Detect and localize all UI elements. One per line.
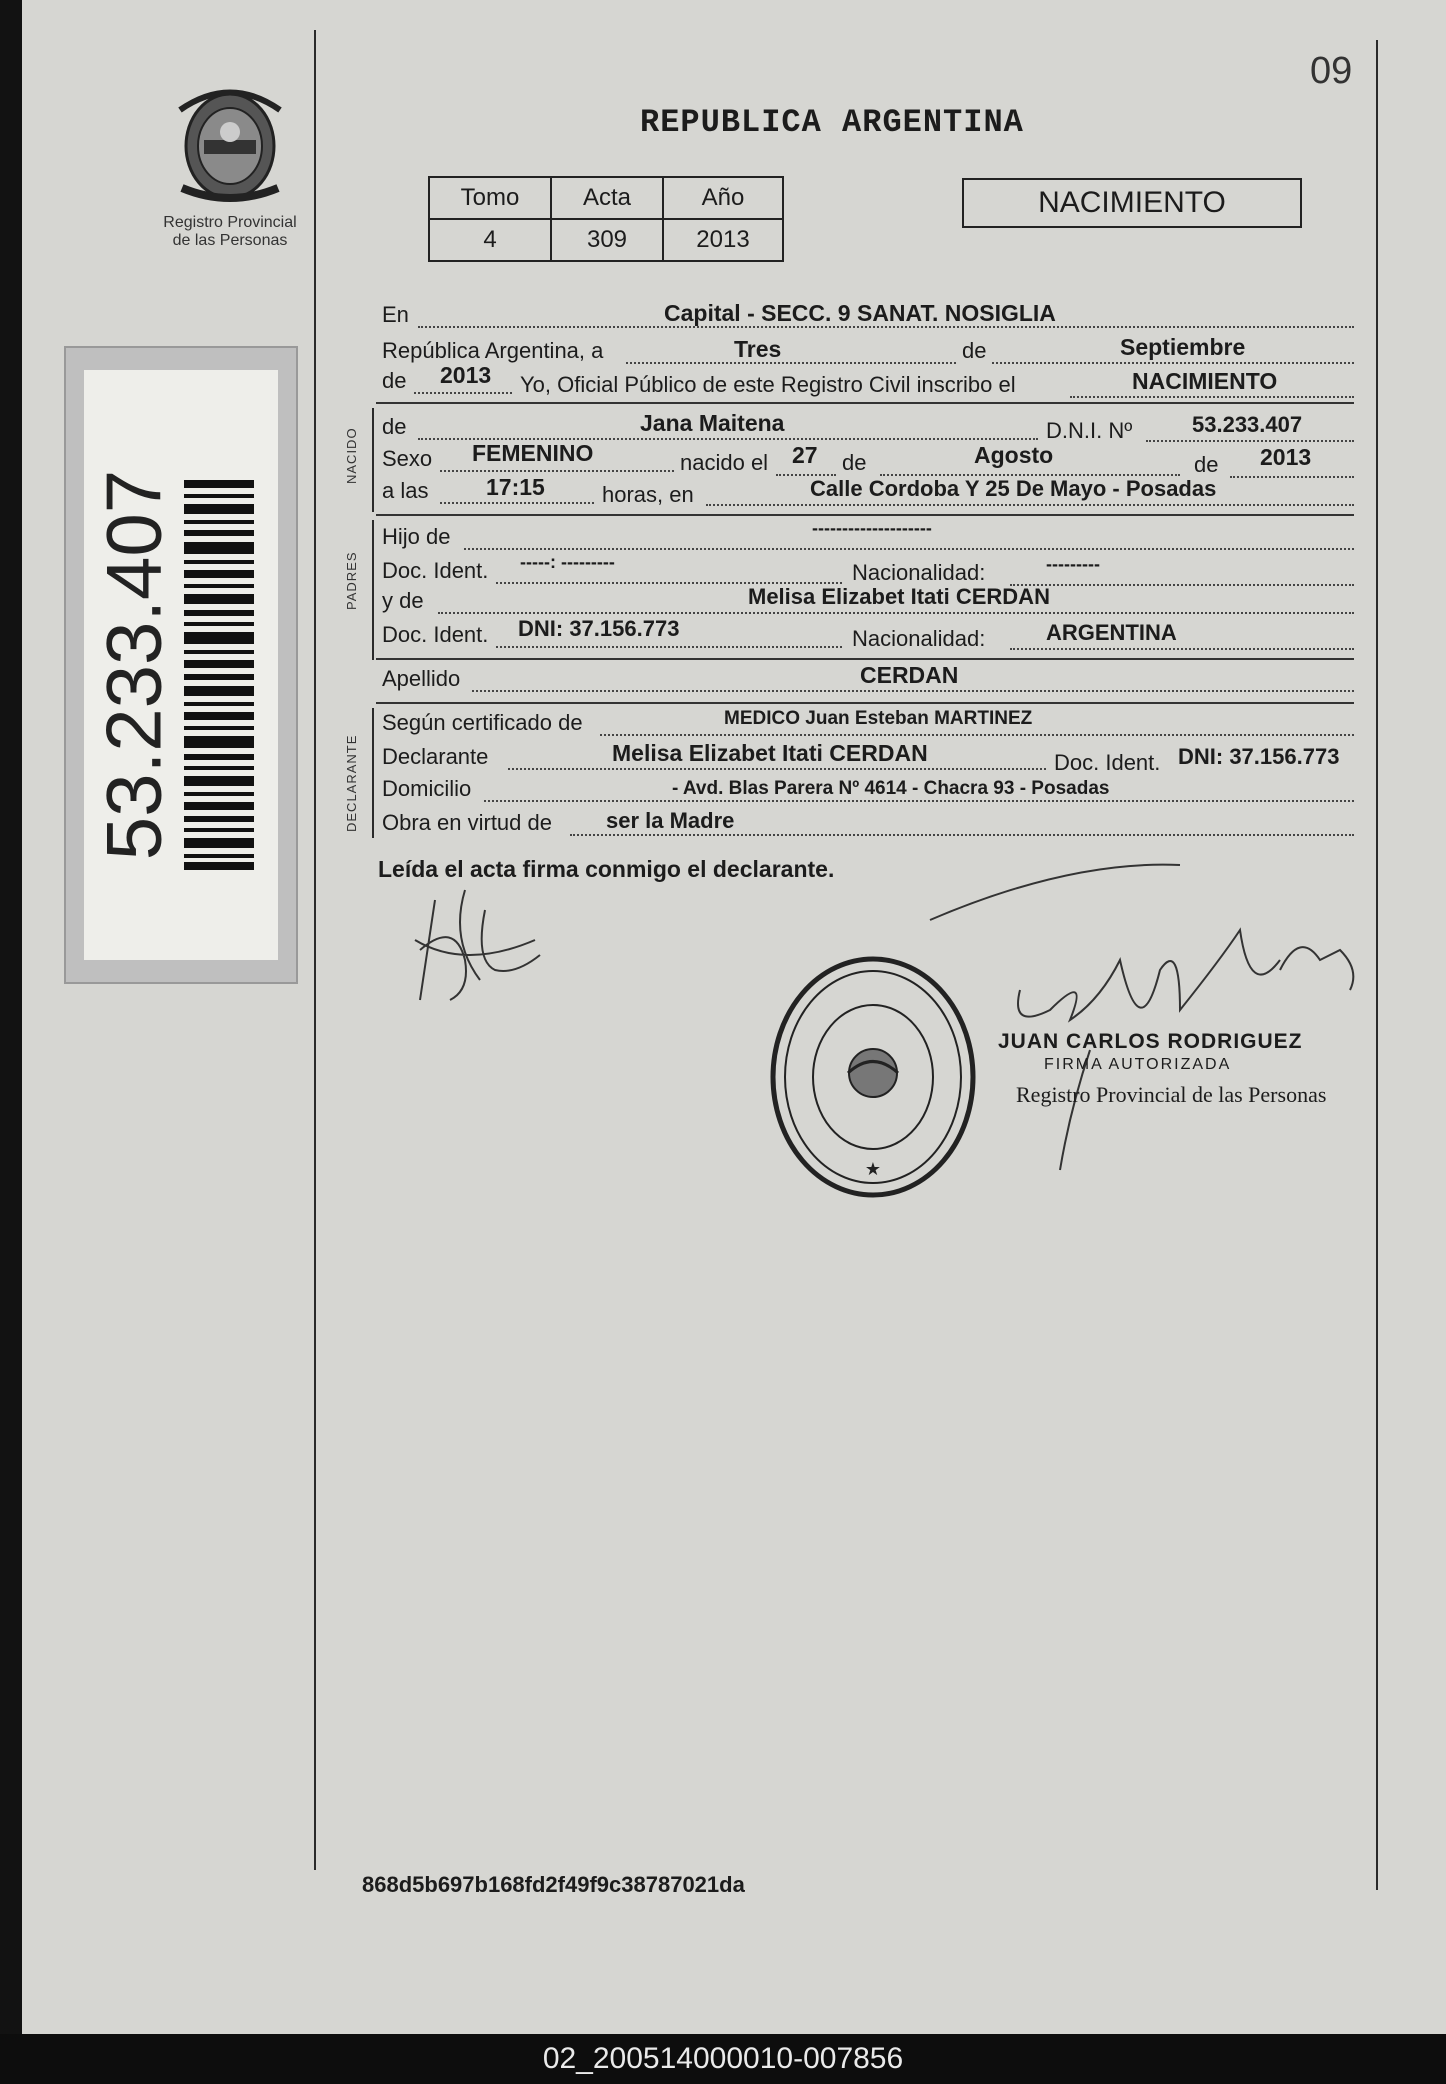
declarant-signature-icon xyxy=(395,880,545,1030)
doc2-label: Doc. Ident. xyxy=(382,622,489,647)
padres-section-label: PADRES xyxy=(344,551,359,610)
scan-footer-id: 02_200514000010-007856 xyxy=(0,2034,1446,2084)
mother-dni-value: DNI: 37.156.773 xyxy=(518,616,680,641)
declarante-label: Declarante xyxy=(382,744,489,769)
birth-day-value: 27 xyxy=(792,442,818,468)
intro-de-label2: de xyxy=(382,368,407,393)
closing-statement: Leída el acta firma conmigo el declarante. xyxy=(378,856,835,882)
horas-label: horas, en xyxy=(602,482,694,507)
domicilio-label: Domicilio xyxy=(382,776,472,801)
acta-reference-table xyxy=(428,176,784,262)
dni-line xyxy=(1146,440,1354,442)
intro-de-label: de xyxy=(962,338,987,363)
mother-name-value: Melisa Elizabet Itati CERDAN xyxy=(748,584,1050,609)
nacido-section-label: NACIDO xyxy=(344,427,359,484)
yo-text: Yo, Oficial Público de este Registro Civil inscribo el xyxy=(520,372,1016,397)
intro-month-value: Septiembre xyxy=(1120,334,1246,360)
alas-label: a las xyxy=(382,478,429,503)
tomo-value: 4 xyxy=(429,219,551,261)
nac1-value: --------- xyxy=(1046,554,1100,574)
padres-bracket xyxy=(372,520,374,660)
yde-label: y de xyxy=(382,588,424,613)
month-line xyxy=(992,362,1354,364)
birth-month-value: Agosto xyxy=(974,442,1054,468)
segun-value: MEDICO Juan Esteban MARTINEZ xyxy=(724,708,1033,729)
birth-year-value: 2013 xyxy=(1260,444,1312,470)
acta-value: 309 xyxy=(551,219,663,261)
child-name-value: Jana Maitena xyxy=(640,410,785,436)
doc1-value: -----: --------- xyxy=(520,552,615,572)
domicilio-value: - Avd. Blas Parera Nº 4614 - Chacra 93 - Posadas xyxy=(672,778,1110,799)
hijo-line xyxy=(464,548,1354,550)
officer-organization: Registro Provincial de las Personas xyxy=(1016,1082,1327,1107)
registry-name-line1: Registro Provincial xyxy=(163,214,297,231)
birth-de-label2: de xyxy=(1194,452,1219,477)
birth-de-label: de xyxy=(842,450,867,475)
apellido-label: Apellido xyxy=(382,666,461,691)
acta-header: Acta xyxy=(551,177,663,219)
obra-value: ser la Madre xyxy=(606,808,735,833)
obra-label: Obra en virtud de xyxy=(382,810,552,835)
domicilio-line xyxy=(484,800,1354,802)
declarante-section-label: DECLARANTE xyxy=(344,734,359,832)
officer-signature-icon xyxy=(920,850,1390,1180)
divider-nacido xyxy=(376,514,1354,516)
divider-apellido xyxy=(376,702,1354,704)
declarante-bracket xyxy=(372,708,374,838)
intro-year-value: 2013 xyxy=(440,362,492,388)
hijo-value: -------------------- xyxy=(812,518,932,538)
sexo-label: Sexo xyxy=(382,446,433,471)
doc2-line xyxy=(496,646,842,648)
document-hash: 868d5b697b168fd2f49f9c38787021da xyxy=(362,1872,745,1897)
place-line xyxy=(706,504,1354,506)
barcode-label xyxy=(84,370,278,960)
sexo-line xyxy=(440,470,674,472)
ano-header: Año xyxy=(663,177,783,219)
birth-year-line xyxy=(1230,476,1354,478)
sexo-value: FEMENINO xyxy=(472,440,594,466)
mother-nationality-value: ARGENTINA xyxy=(1046,620,1177,645)
declarante-line xyxy=(508,768,1046,770)
mother-line xyxy=(438,612,1354,614)
left-margin-line xyxy=(314,30,316,1870)
dni-label: D.N.I. Nº xyxy=(1046,418,1133,443)
hour-value: 17:15 xyxy=(486,474,545,500)
day-line xyxy=(626,362,956,364)
svg-text:★: ★ xyxy=(864,1159,882,1179)
nacido-bracket xyxy=(372,408,374,512)
apellido-line xyxy=(472,690,1354,692)
segun-label: Según certificado de xyxy=(382,710,583,735)
page-number: 09 xyxy=(1310,50,1353,92)
divider-padres xyxy=(376,658,1354,660)
inscribo-value: NACIMIENTO xyxy=(1132,368,1278,394)
barcode-sticker xyxy=(64,346,298,984)
obra-line xyxy=(570,834,1354,836)
en-value: Capital - SECC. 9 SANAT. NOSIGLIA xyxy=(664,300,1056,326)
segun-line xyxy=(600,734,1354,736)
inscribo-line xyxy=(1070,396,1354,398)
officer-title: FIRMA AUTORIZADA xyxy=(1044,1056,1232,1073)
republica-label: República Argentina, a xyxy=(382,338,604,363)
birth-place-value: Calle Cordoba Y 25 De Mayo - Posadas xyxy=(810,476,1217,501)
scan-left-edge xyxy=(0,0,22,2034)
declarante-doc-value: DNI: 37.156.773 xyxy=(1178,744,1340,769)
nac1-line xyxy=(1010,584,1354,586)
officer-name: JUAN CARLOS RODRIGUEZ xyxy=(998,1030,1303,1053)
country-heading: REPUBLICA ARGENTINA xyxy=(640,104,1024,141)
doc1-label: Doc. Ident. xyxy=(382,558,489,583)
nac2-line xyxy=(1010,648,1354,650)
intro-day-value: Tres xyxy=(734,336,782,362)
barcode-number: 53.233.407 xyxy=(89,469,178,861)
hour-line xyxy=(440,502,594,504)
barcode-bars-icon xyxy=(184,480,254,870)
year-line xyxy=(414,392,512,394)
en-label: En xyxy=(382,302,409,327)
province-crest-icon xyxy=(160,80,300,210)
nac1-label: Nacionalidad: xyxy=(852,560,986,585)
dni-value: 53.233.407 xyxy=(1192,412,1303,437)
nacido-el-label: nacido el xyxy=(680,450,769,475)
divider-intro xyxy=(376,402,1354,404)
nacido-de-label: de xyxy=(382,414,407,439)
hijo-label: Hijo de xyxy=(382,524,451,549)
registry-name xyxy=(150,214,310,250)
declarante-doc-label: Doc. Ident. xyxy=(1054,750,1161,775)
ano-value: 2013 xyxy=(663,219,783,261)
apellido-value: CERDAN xyxy=(860,662,959,688)
nac2-label: Nacionalidad: xyxy=(852,626,986,651)
record-type-box: NACIMIENTO xyxy=(962,178,1302,228)
declarante-value: Melisa Elizabet Itati CERDAN xyxy=(612,740,928,766)
registry-name-line2: de las Personas xyxy=(172,232,288,249)
tomo-header: Tomo xyxy=(429,177,551,219)
